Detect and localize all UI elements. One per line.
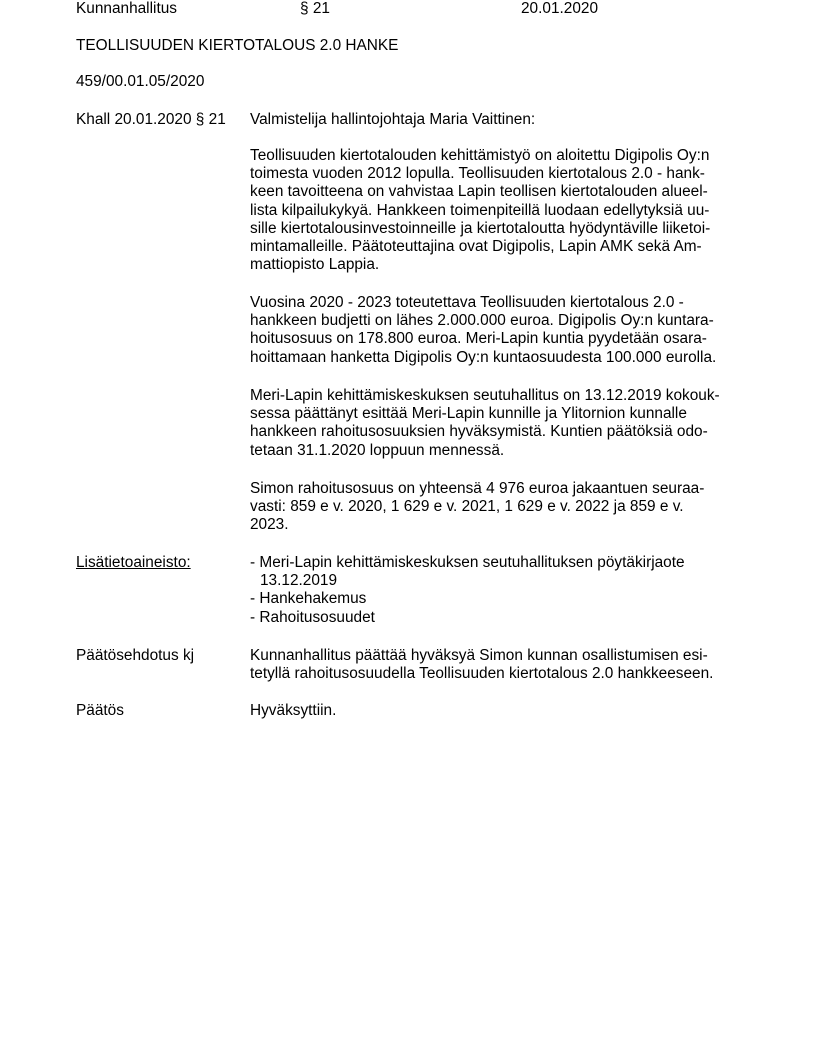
paragraph-line: toimesta vuoden 2012 lopulla. Teollisuuden kiertotalous 2.0 - hank- (250, 165, 705, 183)
paragraph-line: hankkeen budjetti on lähes 2.000.000 euroa. Digipolis Oy:n kuntara- (250, 312, 714, 330)
preparation-label: Khall 20.01.2020 § 21 (76, 111, 226, 128)
paragraph-line: Simon rahoitusosuus on yhteensä 4 976 euroa jakaantuen seuraa- (250, 480, 705, 497)
header-body-name: Kunnanhallitus (76, 0, 177, 17)
paragraph-line: sille kiertotalousinvestoinneille ja kiertotaloutta hyödyntäville liiketoi- (250, 219, 711, 237)
header-date: 20.01.2020 (521, 0, 599, 17)
paragraph-simo-share (250, 480, 750, 535)
list-item: - Rahoitusosuudet (250, 608, 375, 626)
decision-text: Hyväksyttiin. (250, 702, 337, 719)
additional-info-label: Lisätietoaineisto: (76, 554, 191, 571)
paragraph-line: lista kilpailukykyä. Hankkeen toimenpiteillä luodaan edellytyksiä uu- (250, 201, 710, 219)
paragraph-line: hoitusosuus on 178.800 euroa. Meri-Lapin kuntia pyydetään osara- (250, 330, 707, 348)
preparer: Valmistelija hallintojohtaja Maria Vaittinen: (250, 111, 536, 128)
proposal-line: tetyllä rahoitusosuudella Teollisuuden kiertotalous 2.0 hankkeeseen. (250, 665, 714, 683)
paragraph-line: Vuosina 2020 - 2023 toteutettava Teollisuuden kiertotalous 2.0 - (250, 294, 684, 311)
paragraph-line: vasti: 859 e v. 2020, 1 629 e v. 2021, 1 629 e v. 2022 ja 859 e v. (250, 498, 684, 516)
proposal-text (250, 647, 750, 683)
proposal-label: Päätösehdotus kj (76, 647, 195, 664)
paragraph-line: 2023. (250, 516, 289, 534)
header-section: § 21 (300, 0, 330, 17)
paragraph-line: Meri-Lapin kehittämiskeskuksen seutuhallitus on 13.12.2019 kokouk- (250, 387, 720, 404)
decision-label: Päätös (76, 702, 124, 719)
paragraph-budget (250, 294, 750, 367)
document-title: TEOLLISUUDEN KIERTOTALOUS 2.0 HANKE (76, 37, 399, 54)
additional-info-list (250, 554, 750, 627)
paragraph-line: mintamalleille. Päätoteuttajina ovat Digipolis, Lapin AMK sekä Am- (250, 238, 702, 256)
paragraph-line: keen tavoitteena on vahvistaa Lapin teollisen kiertotalouden alueel- (250, 183, 708, 201)
list-item: 13.12.2019 (260, 572, 338, 590)
paragraph-line: hankkeen rahoitusosuuksien hyväksymistä. Kuntien päätöksiä odo- (250, 423, 708, 441)
paragraph-line: tetaan 31.1.2020 loppuun mennessä. (250, 441, 505, 459)
paragraph-line: hoittamaan hanketta Digipolis Oy:n kuntaosuudesta 100.000 eurolla. (250, 348, 717, 366)
paragraph-line: sessa päättänyt esittää Meri-Lapin kunnille ja Ylitornion kunnalle (250, 405, 687, 423)
list-item: - Hankehakemus (250, 590, 367, 608)
paragraph-regional-board (250, 387, 750, 460)
paragraph-background (250, 147, 750, 274)
list-item: - Meri-Lapin kehittämiskeskuksen seutuhallituksen pöytäkirjaote (250, 554, 685, 571)
paragraph-line: Teollisuuden kiertotalouden kehittämistyö on aloitettu Digipolis Oy:n (250, 147, 710, 164)
paragraph-line: mattiopisto Lappia. (250, 256, 380, 274)
proposal-line: Kunnanhallitus päättää hyväksyä Simon kunnan osallistumisen esi- (250, 647, 708, 664)
record-number: 459/00.01.05/2020 (76, 73, 205, 90)
